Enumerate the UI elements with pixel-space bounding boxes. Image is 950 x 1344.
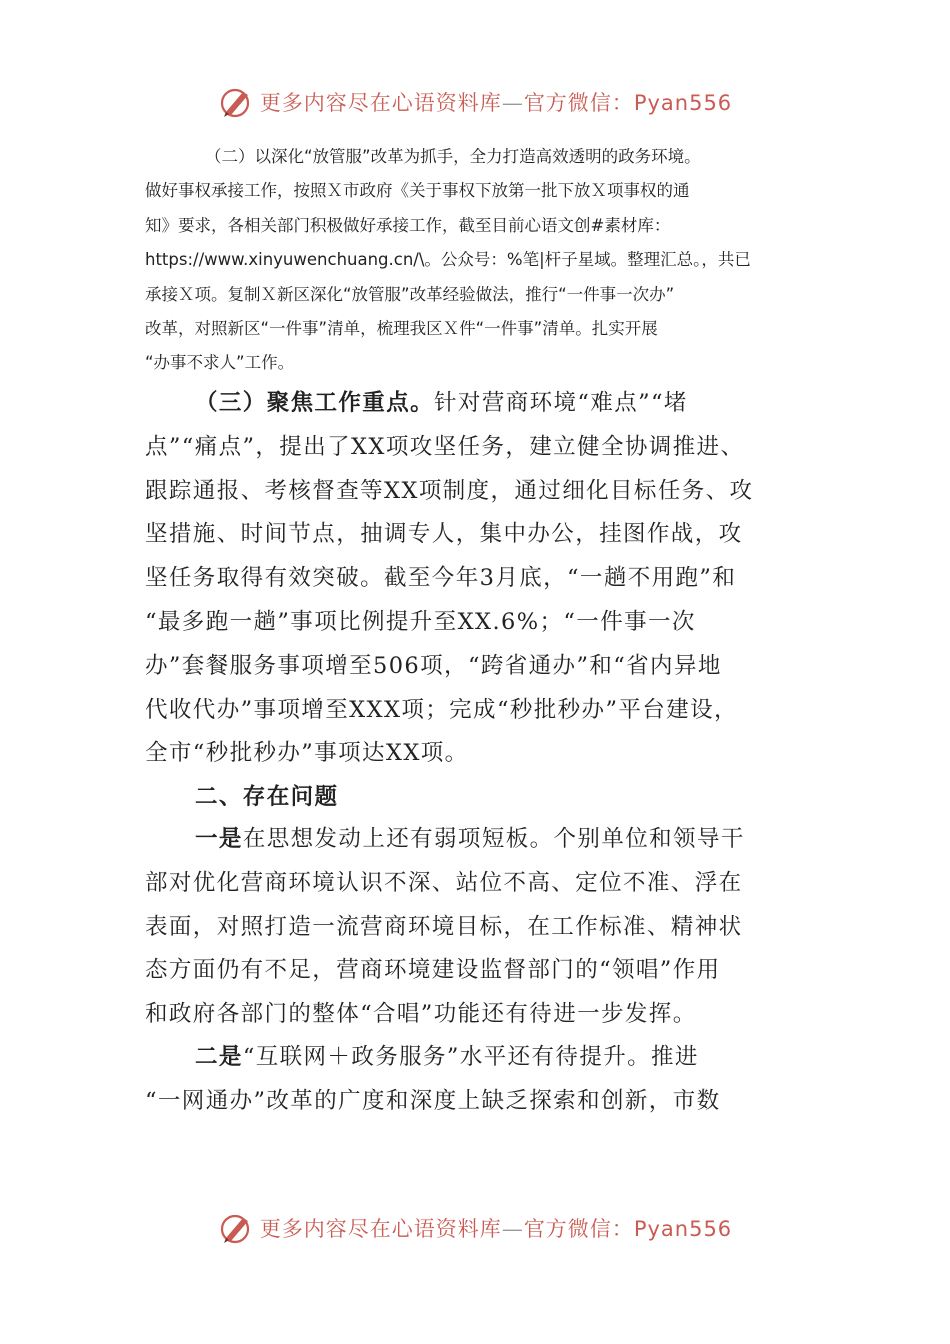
watermark-account: Pyan556 [633,1217,733,1241]
text-line: 全市“秒批秒办”事项达XX项。 [145,740,469,767]
text-line: 态方面仍有不足，营商环境建设监督部门的“领唱”作用 [145,957,721,984]
text-line: 点”“痛点”，提出了XX项攻坚任务，建立健全协调推进、 [145,433,745,460]
problem-item-2 [145,1036,825,1124]
text-line: 知》要求，各相关部门积极做好承接工作，截至目前心语文创#素材库： [145,215,671,235]
text-line [145,382,825,426]
watermark-text [260,1213,732,1243]
problem-item-1 [145,818,825,1037]
text-line: “办事不求人”工作。 [145,353,295,373]
problems-heading [145,776,825,820]
section-three-paragraph [145,382,825,776]
text-line: “最多跑一趟”事项比例提升至XX.6%；“一件事一次 [145,608,696,635]
watermark-text [260,87,732,117]
watermark-wechat-label: 官方微信： [523,91,634,115]
text-line: 坚任务取得有效突破。截至今年3月底，“一趟不用跑”和 [145,565,737,592]
item-first-line: 在思想发动上还有弱项短板。个别单位和领导干 [242,826,745,852]
pen-logo-icon [218,84,254,120]
text-line: 改革，对照新区“一件事”清单，梳理我区Ｘ件“一件事”清单。扎实开展 [145,319,658,339]
text-line: 表面，对照打造一流营商环境目标，在工作标准、精神状 [145,913,743,940]
item-lead: 一是 [195,826,243,852]
text-line: 做好事权承接工作，按照Ｘ市政府《关于事权下放第一批下放Ｘ项事权的通 [145,181,690,201]
text-line: 承接Ｘ项。复制Ｘ新区深化“放管服”改革经验做法，推行“一件事一次办” [145,284,675,304]
pen-logo-icon [218,1210,254,1246]
item-first-line: “互联网＋政务服务”水平还有待提升。推进 [242,1044,699,1070]
watermark-brand: 更多内容尽在心语资料库 [259,1217,502,1241]
section-heading: 二、存在问题 [195,784,339,810]
item-lead: 二是 [195,1044,243,1070]
watermark-brand: 更多内容尽在心语资料库 [259,91,502,115]
text-line: 和政府各部门的整体“合唱”功能还有待进一步发挥。 [145,1001,697,1028]
watermark-separator: — [501,91,524,115]
section-three-first-line: 针对营商环境“难点”“堵 [434,390,688,416]
watermark-footer [0,1208,950,1248]
text-line: 跟踪通报、考核督查等XX项制度，通过细化目标任务、攻 [145,477,754,504]
watermark-separator: — [501,1217,524,1241]
watermark-wechat-label: 官方微信： [523,1217,634,1241]
section-three-heading: （三）聚焦工作重点。 [195,390,435,416]
text-line: （二）以深化“放管服”改革为抓手，全力打造高效透明的政务环境。 [205,147,701,166]
text-line [145,1036,825,1080]
text-line [145,818,825,862]
text-line: https://www.xinyuwenchuang.cn/\。公众号：%笔|杆子星域。整理汇总。，共已 [145,250,751,270]
text-line: “一网通办”改革的广度和深度上缺乏探索和创新，市数 [145,1087,721,1114]
watermark-account: Pyan556 [633,91,733,115]
text-line: 坚措施、时间节点，抽调专人，集中办公，挂图作战，攻 [145,521,743,548]
section-two-paragraph [145,140,825,381]
watermark-header [0,82,950,122]
text-line: 部对优化营商环境认识不深、站位不高、定位不准、浮在 [145,869,743,896]
text-line: 代收代办”事项增至XXX项；完成“秒批秒办”平台建设， [145,696,738,723]
text-line: 办”套餐服务事项增至506项，“跨省通办”和“省内异地 [145,652,722,679]
